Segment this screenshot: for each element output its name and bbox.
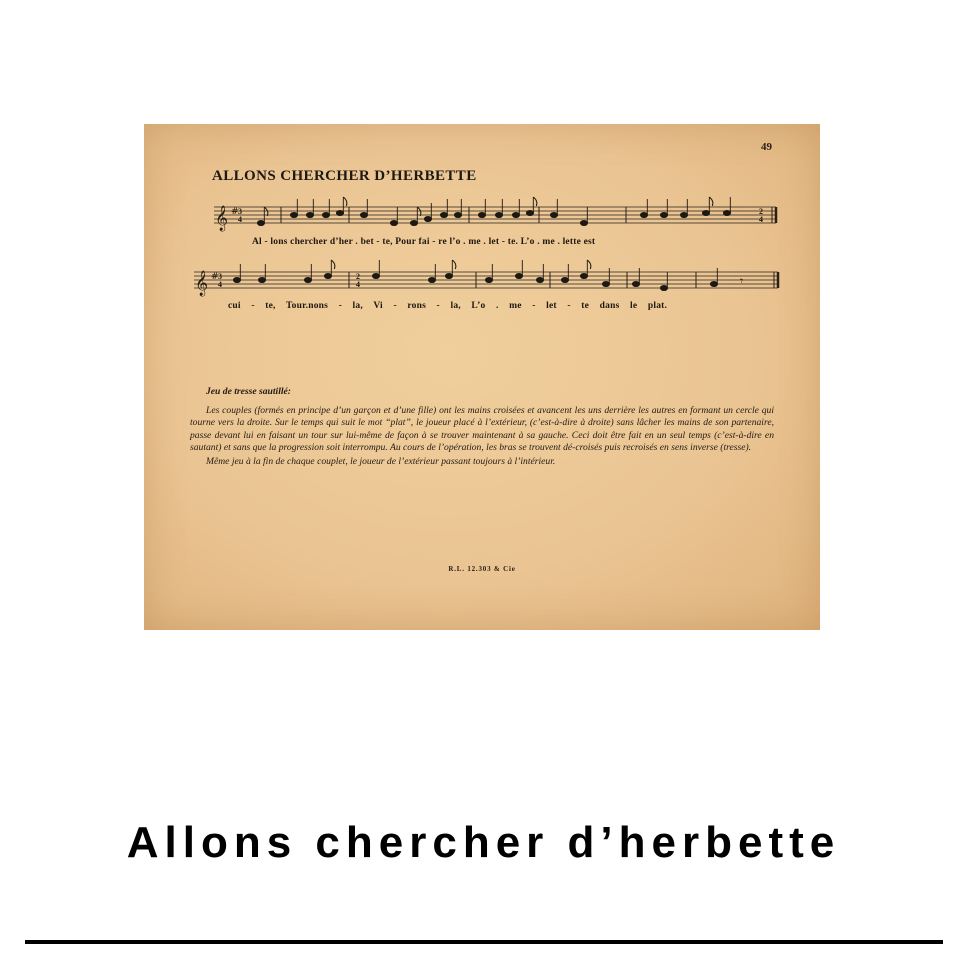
svg-text:𝄞: 𝄞 (195, 271, 209, 296)
music-staves (144, 124, 820, 324)
game-heading: Jeu de tresse sautillé: (206, 386, 292, 397)
game-instructions (190, 386, 774, 468)
song-title: ALLONS CHERCHER D’HERBETTE (212, 168, 477, 184)
svg-text:#: # (231, 207, 239, 217)
lyrics-line-1: Al - lons chercher d’her . bet - te, Pour fai - re l’o . me . let - te. L’o . me . lette est (252, 237, 596, 247)
sheet-music-scan (144, 124, 820, 630)
svg-text:2: 2 (356, 272, 360, 281)
svg-text:4: 4 (238, 215, 242, 224)
caption-title: Allons chercher d’herbette (126, 818, 841, 867)
svg-text:3: 3 (218, 272, 222, 281)
svg-text:2: 2 (759, 207, 763, 216)
page-number: 49 (761, 141, 772, 153)
lyrics-line-2: cui - te, Tour.nons - la, Vi - rons - la, L’o . me - let - te dans le plat. (228, 301, 668, 311)
svg-text:𝄞: 𝄞 (215, 206, 229, 231)
game-paragraph-1: Les couples (formés en principe d’un garçon et d’une fille) ont les mains croisées et avancent les uns derrière les autres en formant un cercle qui tourne vers la droite. Sur le temps qui suit le mot “plat”, le joueur placé à l’extérieur, (c’est-à-dire à droite) sans lâcher les mains de son partenaire, passe devant lui en faisant un tour sur lui-même de façon à se trouver maintenant à sa gauche. Ceci doit être fait en un seul temps (c’est-à-dire en sautant) et sans que la progression soit interrompu. Au cours de l’opération, les bras se trouvent dé-croisés puis recroisés en sens inverse (tresse). (190, 405, 774, 453)
svg-text:4: 4 (759, 215, 763, 224)
game-paragraph-2: Même jeu à la fin de chaque couplet, le joueur de l’extérieur passant toujours à l’intérieur. (206, 456, 556, 468)
bottom-rule (25, 940, 943, 944)
svg-text:4: 4 (218, 280, 222, 289)
svg-text:4: 4 (356, 280, 360, 289)
svg-text:#: # (211, 272, 219, 282)
svg-text:3: 3 (238, 207, 242, 216)
svg-text:𝄾: 𝄾 (740, 274, 744, 288)
publisher-imprint: R.L. 12.303 & Cie (448, 565, 516, 573)
